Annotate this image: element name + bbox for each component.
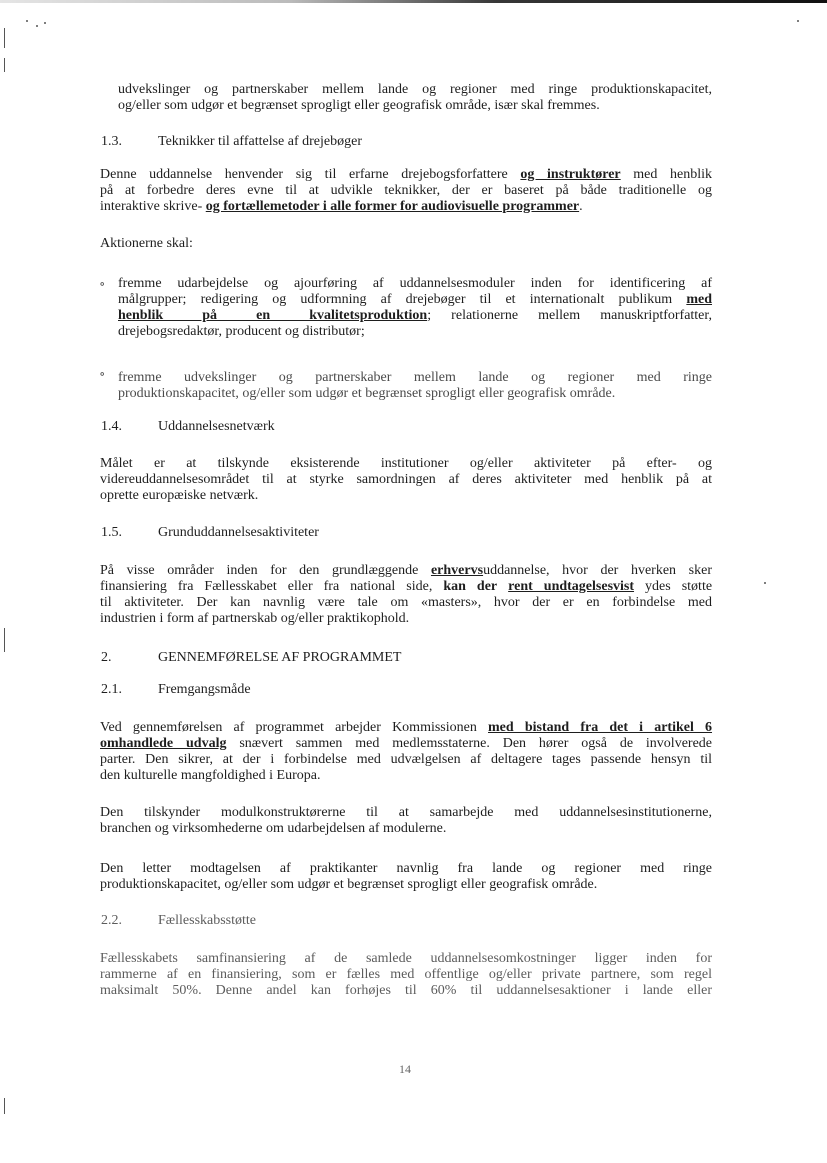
text-line: Målet er at tilskynde eksisterende institutioner og/eller aktiviteter på efter- og <box>100 456 712 471</box>
text-line <box>100 720 712 736</box>
underlined-amendment: omhandlede udvalg <box>100 736 227 751</box>
section-title: Fællesskabsstøtte <box>158 913 257 928</box>
text-line: rammerne af en finansiering, som er fælles med offentlige og/eller private partnere, som regel <box>100 967 712 982</box>
text-line: produktionskapacitet, og/eller som udgør et begrænset sprogligt eller geografisk område. <box>100 877 598 892</box>
actions-intro: Aktionerne skal: <box>100 236 193 251</box>
bullet-item-1 <box>118 276 712 340</box>
section-2-1-paragraph-3 <box>100 861 712 893</box>
text-line: fremme udarbejdelse og ajourføring af uddannelsesmoduler inden for identificering af <box>118 276 712 291</box>
text-line: på at forbedre deres evne til at udvikle teknikker, der er baseret på både traditionelle og <box>100 183 712 198</box>
underlined-amendment: erhvervs <box>430 563 484 578</box>
page-number: 14 <box>399 1062 411 1076</box>
scan-speck <box>26 20 28 22</box>
text-line: den kulturelle mangfoldighed i Europa. <box>100 768 321 783</box>
bullet-item-2 <box>118 370 712 402</box>
text-run: uddannelse, hvor der hverken sker <box>483 563 712 578</box>
text-line: videreuddannelsesområdet til at styrke samordningen af deres aktiviteter med henblik på at <box>100 472 712 487</box>
text-run: Denne uddannelse henvender sig til erfarne drejebogsforfattere <box>100 167 508 182</box>
section-2-1-paragraph-1 <box>100 720 712 784</box>
text-line: Den letter modtagelsen af praktikanter navnlig fra lande og regioner med ringe <box>100 861 712 876</box>
text-line <box>100 167 712 183</box>
scan-margin-mark <box>4 1098 5 1114</box>
scan-speck <box>764 582 766 584</box>
underlined-amendment: med bistand fra det i artikel 6 <box>488 720 713 735</box>
text-line: maksimalt 50%. Denne andel kan forhøjes til 60% til uddannelsesaktioner i lande eller <box>100 983 712 998</box>
section-number: 2.1. <box>101 682 122 697</box>
scan-speck <box>797 20 799 22</box>
bullet-icon: ∘ <box>99 366 106 381</box>
scan-top-edge <box>0 0 827 3</box>
text-line <box>100 736 712 752</box>
bold-amendment: kan der <box>443 579 498 594</box>
section-title: Teknikker til affattelse af drejebøger <box>158 134 362 149</box>
text-line: oprette europæiske netværk. <box>100 488 259 503</box>
text-run: På visse områder inden for den grundlæggende <box>100 563 419 578</box>
text-line <box>118 292 712 308</box>
section-title: Fremgangsmåde <box>158 682 251 697</box>
section-1-3-paragraph <box>100 167 712 215</box>
section-2-1-paragraph-2 <box>100 805 712 837</box>
section-1-4-paragraph <box>100 456 712 504</box>
scan-speck <box>44 22 46 24</box>
text-run: målgrupper; redigering og udformning af drejebøger til et internationalt publikum <box>118 292 673 307</box>
text-line <box>118 308 712 324</box>
section-number: 1.5. <box>101 525 122 540</box>
text-run: interaktive skrive- <box>100 199 203 214</box>
text-line: parter. Den sikrer, at der i forbindelse med udvælgelsen af deltagere tages passende hensyn til <box>100 752 712 767</box>
underlined-amendment: henblik på en kvalitetsproduktion <box>118 308 428 323</box>
section-number: 2.2. <box>101 913 122 928</box>
intro-paragraph <box>118 82 712 114</box>
scan-speck <box>36 25 38 27</box>
section-title: Uddannelsesnetværk <box>158 419 275 434</box>
text-run: Ved gennemførelsen af programmet arbejder Kommissionen <box>100 720 477 735</box>
text-line: Fællesskabets samfinansiering af de samlede uddannelsesomkostninger ligger inden for <box>100 951 712 966</box>
section-number: 1.4. <box>101 419 122 434</box>
section-number: 2. <box>101 650 112 665</box>
underlined-amendment: rent undtagelsesvist <box>508 579 635 594</box>
underlined-amendment: med <box>686 292 713 307</box>
scan-margin-mark <box>4 58 5 72</box>
text-line <box>100 199 712 215</box>
text-line: produktionskapacitet, og/eller som udgør et begrænset sprogligt eller geografisk område. <box>118 386 616 401</box>
text-line: industrien i form af partnerskab og/eller praktikophold. <box>100 611 410 626</box>
text-line: branchen og virksomhederne om udarbejdelsen af modulerne. <box>100 821 447 836</box>
text-run: finansiering fra Fællesskabet eller fra national side, <box>100 579 433 594</box>
text-line: drejebogsredaktør, producent og distributør; <box>118 324 365 339</box>
text-line: fremme udvekslinger og partnerskaber mellem lande og regioner med ringe <box>118 370 712 385</box>
text-line: og/eller som udgør et begrænset sprogligt eller geografisk område, især skal fremmes. <box>118 98 600 113</box>
section-title: GENNEMFØRELSE AF PROGRAMMET <box>158 650 402 665</box>
section-number: 1.3. <box>101 134 122 149</box>
text-run: med henblik <box>633 167 713 182</box>
text-line <box>100 563 712 579</box>
text-line <box>100 579 712 595</box>
section-title: Grunduddannelsesaktiviteter <box>158 525 319 540</box>
underlined-amendment: og fortællemetoder i alle former for audiovisuelle programmer <box>205 199 580 214</box>
text-run: ydes støtte <box>645 579 713 594</box>
text-line: til aktiviteter. Der kan navnlig være tale om «masters», hvor der er en forbindelse med <box>100 595 712 610</box>
text-line: udvekslinger og partnerskaber mellem lande og regioner med ringe produktionskapacitet, <box>118 82 712 97</box>
text-run: ; relationerne mellem manuskriptforfatter, <box>427 308 712 323</box>
text-run: . <box>579 199 583 214</box>
text-line: Den tilskynder modulkonstruktørerne til at samarbejde med uddannelsesinstitutionerne, <box>100 805 712 820</box>
underlined-amendment: og instruktører <box>520 167 621 182</box>
scan-margin-mark <box>4 628 5 652</box>
scan-margin-mark <box>4 28 5 48</box>
bullet-icon: ∘ <box>99 276 106 291</box>
section-2-2-paragraph <box>100 951 712 999</box>
section-1-5-paragraph <box>100 563 712 627</box>
text-run: snævert sammen med medlemsstaterne. Den hører også de involverede <box>239 736 713 751</box>
